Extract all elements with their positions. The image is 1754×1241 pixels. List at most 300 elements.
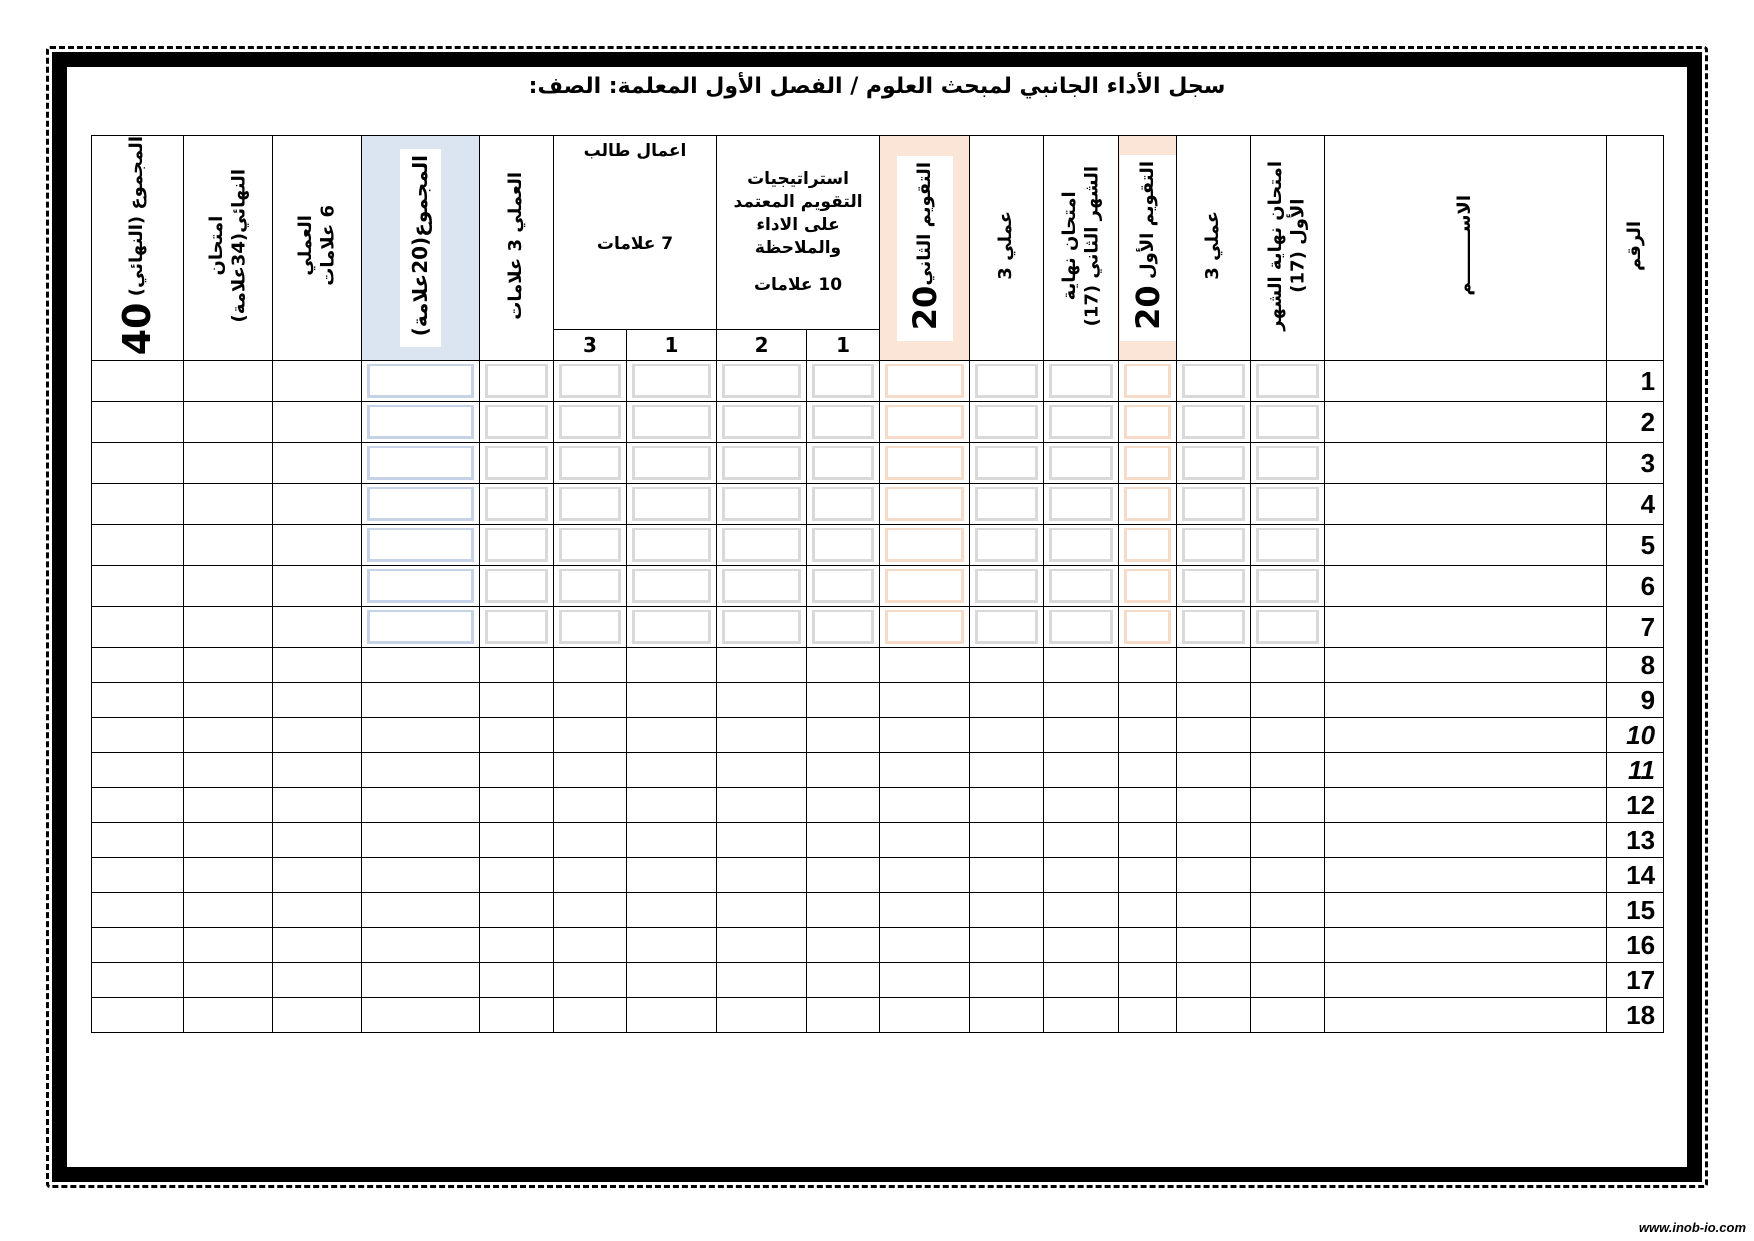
grade-cell[interactable] [717,484,807,525]
grade-cell[interactable] [92,823,184,858]
grade-cell[interactable] [480,361,554,402]
grade-cell[interactable] [92,361,184,402]
grade-cell[interactable] [554,753,627,788]
grade-cell[interactable] [717,443,807,484]
grade-cell[interactable] [184,683,273,718]
grade-cell[interactable] [1251,361,1325,402]
table-row [92,753,1664,788]
grade-cell[interactable] [880,718,970,753]
grade-cell[interactable] [1177,402,1251,443]
grade-cell[interactable] [970,566,1044,607]
grade-cell[interactable] [1119,607,1177,648]
grade-cell[interactable] [717,361,807,402]
grade-cell[interactable] [92,607,184,648]
grade-cell[interactable] [1325,484,1607,525]
grade-cell[interactable] [184,858,273,893]
grade-cell[interactable] [92,963,184,998]
grade-cell[interactable] [1044,893,1119,928]
grade-cell[interactable] [480,525,554,566]
grade-cell[interactable] [880,648,970,683]
grade-cell[interactable] [1044,361,1119,402]
grade-cell[interactable] [627,963,717,998]
grade-cell[interactable] [1251,998,1325,1033]
grade-cell[interactable] [480,607,554,648]
grade-cell[interactable] [1177,648,1251,683]
grade-cell[interactable] [1251,753,1325,788]
grade-cell[interactable] [1325,566,1607,607]
grade-cell[interactable] [273,683,362,718]
grade-cell[interactable] [480,893,554,928]
grade-cell[interactable] [807,361,880,402]
grade-cell[interactable] [184,788,273,823]
grade-cell[interactable] [1177,607,1251,648]
grade-cell[interactable] [970,361,1044,402]
grade-cell[interactable] [627,607,717,648]
grade-cell[interactable] [184,753,273,788]
grade-cell[interactable] [92,893,184,928]
grade-cell[interactable] [480,858,554,893]
row-number: 12 [1607,788,1664,823]
grade-cell[interactable] [273,928,362,963]
grade-cell[interactable] [970,443,1044,484]
grade-cell[interactable] [184,525,273,566]
grade-cell[interactable] [362,823,480,858]
grade-cell[interactable] [880,998,970,1033]
grade-cell[interactable] [717,566,807,607]
grade-cell[interactable] [1325,893,1607,928]
grade-cell[interactable] [92,858,184,893]
grade-cell[interactable] [1325,928,1607,963]
grade-cell[interactable] [273,525,362,566]
grade-cell[interactable] [273,753,362,788]
table-row [92,683,1664,718]
grade-cell[interactable] [1325,607,1607,648]
grade-cell[interactable] [1119,928,1177,963]
grade-cell[interactable] [554,525,627,566]
grade-cell[interactable] [880,823,970,858]
grade-cell[interactable] [880,788,970,823]
grade-cell[interactable] [554,963,627,998]
grade-cell[interactable] [627,998,717,1033]
grade-cell[interactable] [184,402,273,443]
grade-cell[interactable] [554,566,627,607]
grade-cell[interactable] [627,361,717,402]
grade-cell[interactable] [717,525,807,566]
table-row [92,648,1664,683]
grade-cell[interactable] [554,443,627,484]
grade-cell[interactable] [92,928,184,963]
grade-cell[interactable] [717,998,807,1033]
grade-cell[interactable] [92,718,184,753]
grade-cell[interactable] [362,648,480,683]
grade-cell[interactable] [1044,607,1119,648]
grade-cell[interactable] [362,525,480,566]
grade-cell[interactable] [362,402,480,443]
grade-cell[interactable] [554,998,627,1033]
grade-cell[interactable] [1044,718,1119,753]
grade-cell[interactable] [480,823,554,858]
row-number: 9 [1607,683,1664,718]
grade-cell[interactable] [880,963,970,998]
grade-cell[interactable] [627,443,717,484]
grade-cell[interactable] [807,858,880,893]
grade-cell[interactable] [184,443,273,484]
grade-cell[interactable] [1325,525,1607,566]
grade-cell[interactable] [807,683,880,718]
grade-cell[interactable] [627,525,717,566]
grade-cell[interactable] [1177,998,1251,1033]
grade-cell[interactable] [273,443,362,484]
grade-cell[interactable] [807,893,880,928]
grade-cell[interactable] [480,963,554,998]
grade-cell[interactable] [1325,402,1607,443]
grade-cell[interactable] [184,484,273,525]
grade-cell[interactable] [1325,443,1607,484]
grade-cell[interactable] [807,402,880,443]
grade-cell[interactable] [807,928,880,963]
grade-cell[interactable] [1119,484,1177,525]
grade-cell[interactable] [880,525,970,566]
grade-cell[interactable] [1119,443,1177,484]
grade-cell[interactable] [92,753,184,788]
grade-cell[interactable] [1119,402,1177,443]
grade-cell[interactable] [554,484,627,525]
grade-cell[interactable] [554,648,627,683]
grade-cell[interactable] [627,566,717,607]
grade-cell[interactable] [1044,484,1119,525]
table-row [92,484,1664,525]
grade-cell[interactable] [480,443,554,484]
grade-cell[interactable] [1251,402,1325,443]
grade-cell[interactable] [1251,858,1325,893]
grade-cell[interactable] [807,718,880,753]
grade-cell[interactable] [1119,963,1177,998]
grade-cell[interactable] [554,361,627,402]
grade-cell[interactable] [184,361,273,402]
grade-cell[interactable] [362,683,480,718]
grade-cell[interactable] [480,683,554,718]
grade-cell[interactable] [807,753,880,788]
grade-cell[interactable] [1119,823,1177,858]
grade-cell[interactable] [627,683,717,718]
grade-cell[interactable] [554,788,627,823]
grade-cell[interactable] [1251,566,1325,607]
grade-cell[interactable] [1251,893,1325,928]
grade-cell[interactable] [1325,823,1607,858]
grade-cell[interactable] [362,788,480,823]
grade-cell[interactable] [807,566,880,607]
grade-cell[interactable] [717,648,807,683]
grade-cell[interactable] [554,823,627,858]
grade-cell[interactable] [480,928,554,963]
grade-cell[interactable] [970,607,1044,648]
grade-cell[interactable] [184,648,273,683]
grade-cell[interactable] [717,823,807,858]
grade-cell[interactable] [1119,683,1177,718]
grade-cell[interactable] [1177,823,1251,858]
grade-cell[interactable] [1251,718,1325,753]
grade-cell[interactable] [880,402,970,443]
grade-cell[interactable] [970,753,1044,788]
grade-cell[interactable] [807,998,880,1033]
grade-cell[interactable] [1177,566,1251,607]
grade-cell[interactable] [807,788,880,823]
grade-cell[interactable] [1177,928,1251,963]
grade-cell[interactable] [1119,753,1177,788]
grade-cell[interactable] [480,648,554,683]
grade-cell[interactable] [92,648,184,683]
grade-cell[interactable] [273,566,362,607]
grade-cell[interactable] [362,361,480,402]
grade-cell[interactable] [1251,788,1325,823]
grade-cell[interactable] [1044,402,1119,443]
grade-cell[interactable] [1325,718,1607,753]
grade-cell[interactable] [1044,823,1119,858]
grade-cell[interactable] [717,402,807,443]
grade-cell[interactable] [184,718,273,753]
grade-cell[interactable] [880,443,970,484]
grade-cell[interactable] [273,607,362,648]
grade-cell[interactable] [970,648,1044,683]
grade-cell[interactable] [1251,607,1325,648]
header-practical3: العملي 3 علامات [480,136,554,361]
grade-cell[interactable] [880,566,970,607]
grade-cell[interactable] [184,823,273,858]
grade-cell[interactable] [1325,648,1607,683]
grade-cell[interactable] [1044,963,1119,998]
grade-cell[interactable] [554,683,627,718]
grade-cell[interactable] [970,788,1044,823]
grade-cell[interactable] [184,928,273,963]
grade-cell[interactable] [1044,928,1119,963]
grade-cell[interactable] [970,718,1044,753]
grade-cell[interactable] [1119,718,1177,753]
row-number: 18 [1607,998,1664,1033]
grade-cell[interactable] [627,928,717,963]
grade-cell[interactable] [184,998,273,1033]
grade-cell[interactable] [362,928,480,963]
grade-cell[interactable] [1177,963,1251,998]
grade-cell[interactable] [970,402,1044,443]
grade-cell[interactable] [1251,683,1325,718]
grade-cell[interactable] [807,823,880,858]
grade-cell[interactable] [184,893,273,928]
grade-cell[interactable] [1177,683,1251,718]
grade-cell[interactable] [807,648,880,683]
grade-cell[interactable] [970,823,1044,858]
grade-cell[interactable] [1119,858,1177,893]
grade-cell[interactable] [717,963,807,998]
grade-cell[interactable] [970,683,1044,718]
grade-cell[interactable] [554,718,627,753]
grade-cell[interactable] [362,858,480,893]
grade-cell[interactable] [1177,858,1251,893]
grade-cell[interactable] [92,683,184,718]
grade-cell[interactable] [273,484,362,525]
grade-cell[interactable] [92,402,184,443]
grade-cell[interactable] [627,788,717,823]
grade-cell[interactable] [362,998,480,1033]
grade-cell[interactable] [273,823,362,858]
grade-cell[interactable] [1177,484,1251,525]
grade-cell[interactable] [184,566,273,607]
grade-cell[interactable] [1044,443,1119,484]
grade-cell[interactable] [362,718,480,753]
grade-cell[interactable] [480,753,554,788]
grade-cell[interactable] [1119,648,1177,683]
grade-cell[interactable] [92,566,184,607]
grade-cell[interactable] [1044,566,1119,607]
grade-cell[interactable] [807,443,880,484]
grade-cell[interactable] [480,566,554,607]
grade-cell[interactable] [1177,718,1251,753]
grade-cell[interactable] [970,928,1044,963]
grade-cell[interactable] [1251,443,1325,484]
grade-cell[interactable] [627,402,717,443]
grade-cell[interactable] [362,484,480,525]
grade-cell[interactable] [880,753,970,788]
grade-cell[interactable] [554,858,627,893]
grade-cell[interactable] [1325,858,1607,893]
grade-cell[interactable] [273,648,362,683]
grade-cell[interactable] [880,484,970,525]
grade-cell[interactable] [480,484,554,525]
grade-cell[interactable] [970,858,1044,893]
grade-cell[interactable] [1119,361,1177,402]
grade-cell[interactable] [627,823,717,858]
grade-cell[interactable] [1177,788,1251,823]
grade-cell[interactable] [1119,788,1177,823]
grade-cell[interactable] [1325,788,1607,823]
grade-cell[interactable] [717,788,807,823]
grade-cell[interactable] [627,858,717,893]
grade-cell[interactable] [627,893,717,928]
header-strategies: استراتيجيات التقويم المعتمد على الاداء والملاحظة 10 علامات [717,136,880,330]
grade-cell[interactable] [554,402,627,443]
grade-cell[interactable] [480,718,554,753]
grade-cell[interactable] [1325,683,1607,718]
grade-cell[interactable] [1325,963,1607,998]
grade-cell[interactable] [1251,823,1325,858]
grade-cell[interactable] [880,361,970,402]
grade-cell[interactable] [92,788,184,823]
grade-cell[interactable] [880,928,970,963]
grade-cell[interactable] [362,607,480,648]
grade-cell[interactable] [717,858,807,893]
grade-cell[interactable] [717,893,807,928]
grade-cell[interactable] [970,484,1044,525]
grade-cell[interactable] [717,718,807,753]
grade-cell[interactable] [717,607,807,648]
grade-cell[interactable] [1044,858,1119,893]
grade-cell[interactable] [627,484,717,525]
grade-cell[interactable] [554,893,627,928]
grade-cell[interactable] [807,484,880,525]
grade-cell[interactable] [184,963,273,998]
grade-cell[interactable] [362,753,480,788]
grade-cell[interactable] [970,893,1044,928]
grade-cell[interactable] [1044,525,1119,566]
grade-cell[interactable] [1177,525,1251,566]
grade-cell[interactable] [880,893,970,928]
grade-cell[interactable] [554,607,627,648]
grade-cell[interactable] [1044,648,1119,683]
grade-cell[interactable] [480,788,554,823]
grade-cell[interactable] [1177,443,1251,484]
grade-cell[interactable] [970,963,1044,998]
grade-cell[interactable] [480,402,554,443]
grade-cell[interactable] [273,402,362,443]
grades-body [92,361,1664,1033]
grade-cell[interactable] [362,566,480,607]
grade-cell[interactable] [92,998,184,1033]
table-row [92,928,1664,963]
grade-cell[interactable] [1177,753,1251,788]
grade-cell[interactable] [880,607,970,648]
grade-cell[interactable] [92,443,184,484]
grade-cell[interactable] [273,998,362,1033]
grade-cell[interactable] [362,963,480,998]
grade-cell[interactable] [273,963,362,998]
grade-cell[interactable] [273,893,362,928]
grade-cell[interactable] [273,858,362,893]
grade-cell[interactable] [554,928,627,963]
grade-cell[interactable] [273,718,362,753]
grade-cell[interactable] [184,607,273,648]
grade-cell[interactable] [717,928,807,963]
grade-cell[interactable] [880,858,970,893]
grade-cell[interactable] [717,753,807,788]
grade-cell[interactable] [273,361,362,402]
grade-cell[interactable] [92,525,184,566]
grade-cell[interactable] [1251,928,1325,963]
grade-cell[interactable] [1044,683,1119,718]
grade-cell[interactable] [627,648,717,683]
grade-cell[interactable] [880,683,970,718]
grade-cell[interactable] [1325,998,1607,1033]
grade-cell[interactable] [807,607,880,648]
grade-cell[interactable] [970,998,1044,1033]
grade-cell[interactable] [1325,361,1607,402]
grade-cell[interactable] [970,525,1044,566]
grade-cell[interactable] [807,963,880,998]
row-number: 10 [1607,718,1664,753]
grade-cell[interactable] [1251,484,1325,525]
grade-cell[interactable] [1251,963,1325,998]
grade-cell[interactable] [1251,525,1325,566]
grade-cell[interactable] [1177,893,1251,928]
grade-cell[interactable] [1251,648,1325,683]
grade-cell[interactable] [1119,525,1177,566]
grade-cell[interactable] [1119,893,1177,928]
grade-cell[interactable] [1044,788,1119,823]
grade-cell[interactable] [273,788,362,823]
grade-cell[interactable] [807,525,880,566]
grade-cell[interactable] [1325,753,1607,788]
grade-cell[interactable] [1119,998,1177,1033]
grade-cell[interactable] [362,443,480,484]
grade-cell[interactable] [1044,753,1119,788]
grade-cell[interactable] [362,893,480,928]
grade-cell[interactable] [627,718,717,753]
grade-cell[interactable] [1119,566,1177,607]
grade-cell[interactable] [717,683,807,718]
grade-cell[interactable] [480,998,554,1033]
grade-cell[interactable] [1177,361,1251,402]
grade-cell[interactable] [92,484,184,525]
grade-cell[interactable] [1044,998,1119,1033]
grade-cell[interactable] [627,753,717,788]
